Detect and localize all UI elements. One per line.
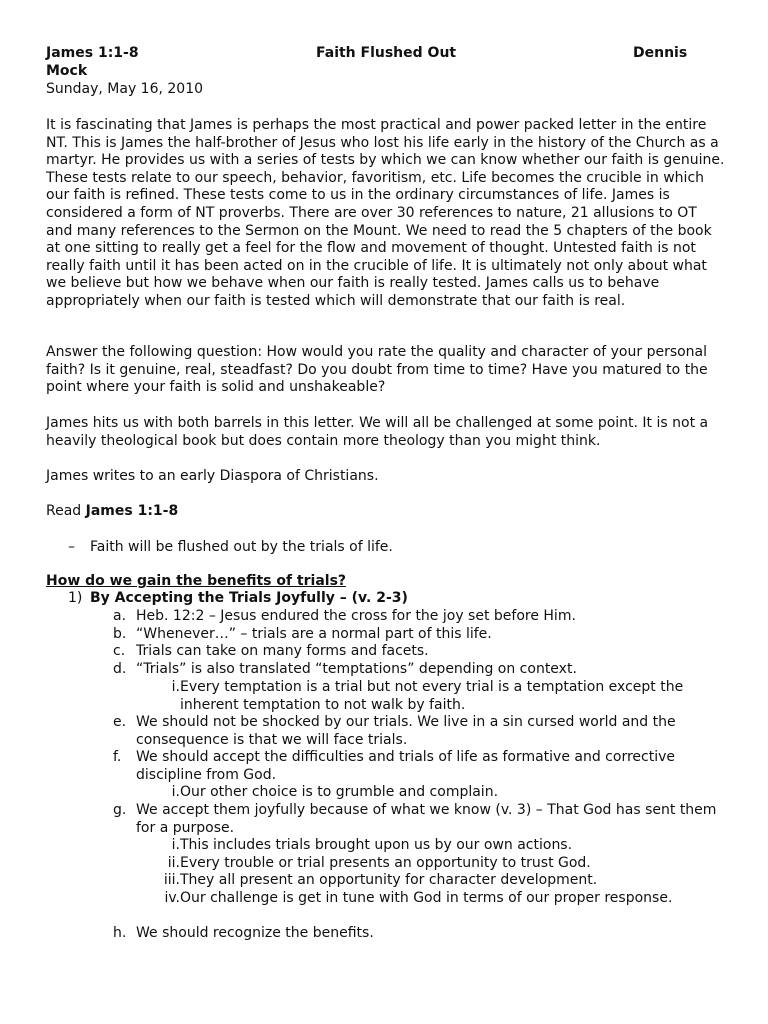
list-text: We should recognize the benefits. xyxy=(136,925,374,941)
sermon-title: Faith Flushed Out xyxy=(316,45,457,61)
list-label: b. xyxy=(113,626,127,642)
list-label: e. xyxy=(113,714,127,730)
list-text: We should accept the difficulties and trials of life as formative and corrective discipline from God. xyxy=(136,749,675,783)
list-item-g xyxy=(113,802,728,837)
author-first-name: Dennis xyxy=(633,45,688,61)
question-paragraph: Answer the following question: How would you rate the quality and character of your personal faith? Is it genuine, real, steadfast? Do you doubt from time to time? Have you matured to the point where your faith is solid and unshakeable? xyxy=(46,344,708,396)
sermon-date: Sunday, May 16, 2010 xyxy=(46,81,204,97)
sub-label: i. xyxy=(171,784,180,800)
list-text: “Whenever…” – trials are a normal part of this life. xyxy=(136,626,492,642)
sub-label: iv. xyxy=(164,890,180,906)
scripture-reference: James 1:1-8 xyxy=(46,45,139,61)
point-1 xyxy=(68,590,408,608)
audience-paragraph: James writes to an early Diaspora of Christians. xyxy=(46,468,379,484)
sub-label: iii. xyxy=(163,872,180,888)
list-text: Trials can take on many forms and facets. xyxy=(136,643,429,659)
sub-text: Every temptation is a trial but not every trial is a temptation except the inherent temptation to not walk by faith. xyxy=(180,679,684,713)
dash-marker: – xyxy=(68,539,75,555)
list-label: c. xyxy=(113,643,126,659)
challenge-paragraph: James hits us with both barrels in this letter. We will all be challenged at some point. It is not a heavily theological book but does contain more theology than you might think. xyxy=(46,415,709,449)
list-label: d. xyxy=(113,661,127,677)
sub-item-f-i xyxy=(160,784,730,802)
list-label: a. xyxy=(113,608,127,624)
sub-item-g-iii xyxy=(160,872,730,890)
author-last-name: Mock xyxy=(46,63,88,79)
header-row xyxy=(46,45,706,63)
list-label: h. xyxy=(113,925,127,941)
list-text: We accept them joyfully because of what we know (v. 3) – That God has sent them for a purpose. xyxy=(136,802,717,836)
list-label: f. xyxy=(113,749,122,765)
sub-label: i. xyxy=(171,679,180,695)
sub-item-g-iv xyxy=(160,890,730,908)
sub-text: Our other choice is to grumble and complain. xyxy=(180,784,499,800)
sub-label: i. xyxy=(171,837,180,853)
point-1-number: 1) xyxy=(68,590,83,606)
section-heading: How do we gain the benefits of trials? xyxy=(46,573,347,589)
sub-item-g-ii xyxy=(160,855,730,873)
dash-text: Faith will be flushed out by the trials of life. xyxy=(90,539,393,555)
read-line xyxy=(46,503,726,521)
sub-item-d-i xyxy=(160,679,730,714)
point-1-text: By Accepting the Trials Joyfully – (v. 2-3) xyxy=(90,590,408,606)
sub-text: Our challenge is get in tune with God in terms of our proper response. xyxy=(180,890,673,906)
intro-paragraph: It is fascinating that James is perhaps the most practical and power packed letter in the entire NT. This is James the half-brother of Jesus who lost his life early in the history of the Church as a martyr. He provides us with a series of tests by which we can know whether our faith is genuine. These tests relate to our speech, behavior, favoritism, etc. Life becomes the crucible in which our faith is refined. These tests come to us in the ordinary circumstances of life. James is considered a form of NT proverbs. There are over 30 references to nature, 21 allusions to OT and many references to the Sermon on the Mount. We need to read the 5 chapters of the book at one sitting to really get a feel for the flow and movement of thought. Untested faith is not really faith until it has been acted on in the crucible of life. It is ultimately not only about what we believe but how we behave when our faith is really tested. James calls us to behave appropriately when our faith is tested which will demonstrate that our faith is real. xyxy=(46,117,725,309)
list-item-f xyxy=(113,749,728,784)
list-item-d xyxy=(113,661,728,679)
sub-item-g-i xyxy=(160,837,730,855)
list-text: We should not be shocked by our trials. We live in a sin cursed world and the consequence is that we will face trials. xyxy=(136,714,676,748)
list-text: “Trials” is also translated “temptations” depending on context. xyxy=(136,661,577,677)
list-item-a xyxy=(113,608,728,626)
sub-text: This includes trials brought upon us by our own actions. xyxy=(180,837,573,853)
list-item-e xyxy=(113,714,728,749)
list-item-b xyxy=(113,626,728,644)
read-reference: James 1:1-8 xyxy=(85,503,179,519)
read-prefix: Read xyxy=(46,503,86,519)
list-item-c xyxy=(113,643,728,661)
list-label: g. xyxy=(113,802,127,818)
list-text: Heb. 12:2 – Jesus endured the cross for the joy set before Him. xyxy=(136,608,576,624)
list-item-h xyxy=(113,925,728,943)
sub-text: They all present an opportunity for character development. xyxy=(180,872,598,888)
sub-text: Every trouble or trial presents an opportunity to trust God. xyxy=(180,855,591,871)
dash-bullet xyxy=(68,539,393,557)
sub-label: ii. xyxy=(167,855,180,871)
